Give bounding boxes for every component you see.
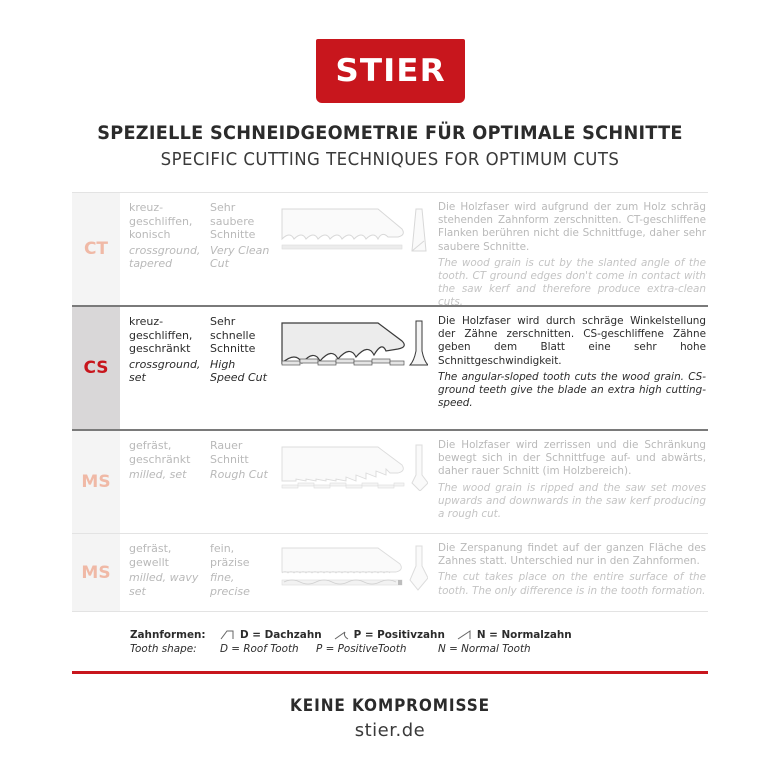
desc-en: The cut takes place on the entire surface of the tooth. The only difference is in the tooth formation. xyxy=(438,571,706,597)
cutting-technique-table xyxy=(72,192,708,612)
page-subtitle: SPECIFIC CUTTING TECHNIQUES FOR OPTIMUM CUTS xyxy=(160,149,620,170)
slogan: KEINE KOMPROMISSE xyxy=(289,696,490,716)
saw-blade-ms-wavy-icon xyxy=(272,534,434,611)
cut-en: Very Clean Cut xyxy=(210,243,270,271)
row-code: CT xyxy=(72,193,120,305)
grind-en: crossground, tapered xyxy=(129,243,201,271)
grind-de: kreuz-geschliffen, konisch xyxy=(129,201,193,242)
description-cell xyxy=(434,534,708,611)
grind-de: gefräst, geschränkt xyxy=(129,439,191,466)
description-cell xyxy=(434,431,708,533)
cut-de: fein, präzise xyxy=(210,542,250,569)
desc-de: Die Zerspanung findet auf der ganzen Fläche des Zahnes statt. Unterschied nur in den Zahnformen. xyxy=(438,542,706,568)
legend-positive-de: P = Positivzahn xyxy=(353,629,445,641)
legend-roof-en: D = Roof Tooth xyxy=(220,643,299,655)
legend-positive-en: P = PositiveTooth xyxy=(316,643,407,655)
legend-normal-en: N = Normal Tooth xyxy=(438,643,531,655)
description-cell xyxy=(434,193,708,309)
cut-de: Rauer Schnitt xyxy=(210,439,249,466)
cut-cell xyxy=(202,534,272,611)
legend-item-normal xyxy=(457,628,572,642)
cut-cell xyxy=(202,193,272,305)
desc-de: Die Holzfaser wird zerrissen und die Schränkung bewegt sich in der Schnittfuge auf- und abwärts, daher rauer Schnitt (im Holzbereich). xyxy=(438,439,706,478)
row-code: MS xyxy=(72,534,120,611)
grind-en: crossground, set xyxy=(129,357,201,385)
legend-item-roof xyxy=(220,628,322,642)
desc-en: The wood grain is cut by the slanted angle of the tooth. CT ground edges don't come in contact with the saw kerf and therefore produce extra-clean cuts. xyxy=(438,256,706,309)
website-link[interactable]: stier.de xyxy=(354,720,426,741)
desc-de: Die Holzfaser wird aufgrund der zum Holz schräg stehenden Zahnform zerschnitten. CT-geschliffene Flanken berühren nicht die Schnittfuge, daher sehr saubere Schnitte. xyxy=(438,201,706,253)
cut-cell xyxy=(202,307,272,429)
divider-line xyxy=(72,671,708,674)
positive-tooth-icon xyxy=(334,630,350,640)
legend-item-positive xyxy=(334,628,445,642)
table-row-ct xyxy=(72,192,708,309)
grind-cell xyxy=(120,534,202,611)
normal-tooth-icon xyxy=(457,630,473,640)
table-row-cs xyxy=(72,305,708,429)
logo-text: STIER xyxy=(335,53,446,89)
description-cell xyxy=(434,307,708,429)
grind-en: milled, set xyxy=(129,468,187,482)
grind-cell xyxy=(120,307,202,429)
row-code: MS xyxy=(72,431,120,533)
grind-de: kreuz-geschliffen, geschränkt xyxy=(129,315,193,356)
legend-normal-de: N = Normalzahn xyxy=(476,629,572,641)
desc-en: The angular-sloped tooth cuts the wood grain. CS-ground teeth give the blade an extra high cutting-speed. xyxy=(438,370,706,410)
saw-blade-ct-icon xyxy=(272,193,434,305)
grind-en: milled, wavy set xyxy=(129,571,199,598)
cut-en: Rough Cut xyxy=(210,468,268,482)
row-code: CS xyxy=(72,307,120,429)
grind-de: gefräst, gewellt xyxy=(129,542,172,569)
cut-de: Sehr saubere Schnitte xyxy=(210,201,256,242)
cut-de: Sehr schnelle Schnitte xyxy=(210,315,256,356)
table-row-ms-wavy xyxy=(72,533,708,612)
desc-en: The wood grain is ripped and the saw set moves upwards and downwards in the saw kerf producing a rough cut. xyxy=(438,481,706,521)
cut-en: fine, precise xyxy=(210,571,250,598)
roof-tooth-icon xyxy=(220,630,236,640)
table-row-ms-set xyxy=(72,429,708,533)
cut-en: High Speed Cut xyxy=(210,357,267,385)
cut-cell xyxy=(202,431,272,533)
legend-label-de: Zahnformen: xyxy=(130,629,206,641)
page-title: SPEZIELLE SCHNEIDGEOMETRIE FÜR OPTIMALE SCHNITTE xyxy=(97,122,683,144)
grind-cell xyxy=(120,193,202,305)
legend-roof-de: D = Dachzahn xyxy=(240,629,322,641)
stier-logo xyxy=(316,39,465,103)
legend-label-en: Tooth shape: xyxy=(130,643,197,655)
desc-de: Die Holzfaser wird durch schräge Winkelstellung der Zähne zerschnitten. CS-geschliffene Zähne geben dem Blatt eine sehr hohe Schnittgeschwindigkeit. xyxy=(438,315,706,367)
saw-blade-ms-set-icon xyxy=(272,431,434,533)
grind-cell xyxy=(120,431,202,533)
saw-blade-cs-icon xyxy=(272,307,434,429)
tooth-shape-legend xyxy=(130,628,584,656)
